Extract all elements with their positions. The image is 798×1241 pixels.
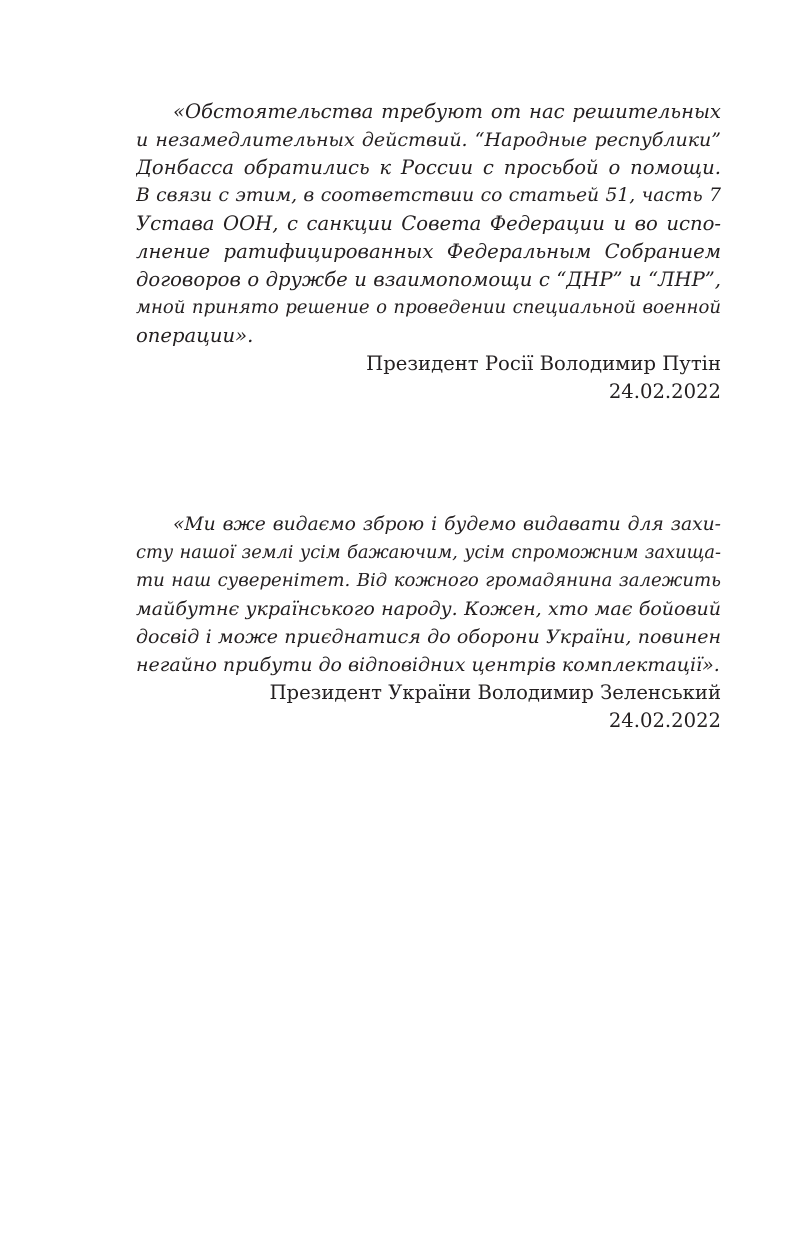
zelensky-quote-block (136, 511, 721, 735)
quote-line: лнение ратифицированных Федеральным Собранием (136, 240, 721, 263)
quote-line: майбутнє українського народу. Кожен, хто має бойовий (136, 598, 721, 620)
quote-line: «Ми вже видаємо зброю і будемо видавати для захи- (173, 514, 721, 535)
zelensky-quote-text (136, 511, 721, 679)
quote-line: сту нашої землі усім бажаючим, усім спроможним захища- (136, 542, 721, 563)
quote-line: досвід і може приєднатися до оборони України, повинен (136, 626, 721, 648)
quote-line: В связи с этим, в соответствии со статьей 51, часть 7 (136, 185, 721, 206)
quote-author: Президент України Володимир Зеленський (269, 681, 721, 704)
quote-line: ти наш суверенітет. Від кожного громадянина залежить (136, 570, 721, 591)
putin-quote-text (136, 98, 721, 350)
quote-line: и незамедлительных действий. “Народные республики” (136, 129, 721, 151)
quote-date: 24.02.2022 (608, 709, 721, 732)
quote-line: мной принято решение о проведении специальной военной (136, 297, 721, 318)
quote-date: 24.02.2022 (608, 380, 721, 403)
putin-quote-block (136, 98, 721, 406)
quote-line: негайно прибути до відповідних центрів комплектації». (136, 654, 720, 676)
quote-line: Устава ООН, с санкции Совета Федерации и во испо- (136, 212, 721, 235)
quote-line: Донбасса обратились к России с просьбой о помощи. (136, 156, 721, 179)
quote-line: «Обстоятельства требуют от нас решительных (173, 100, 721, 123)
quote-line: договоров о дружбе и взаимопомощи с “ДНР” и “ЛНР”, (136, 268, 721, 291)
quote-line: операции». (136, 324, 254, 347)
quote-author: Президент Росії Володимир Путін (366, 352, 721, 375)
